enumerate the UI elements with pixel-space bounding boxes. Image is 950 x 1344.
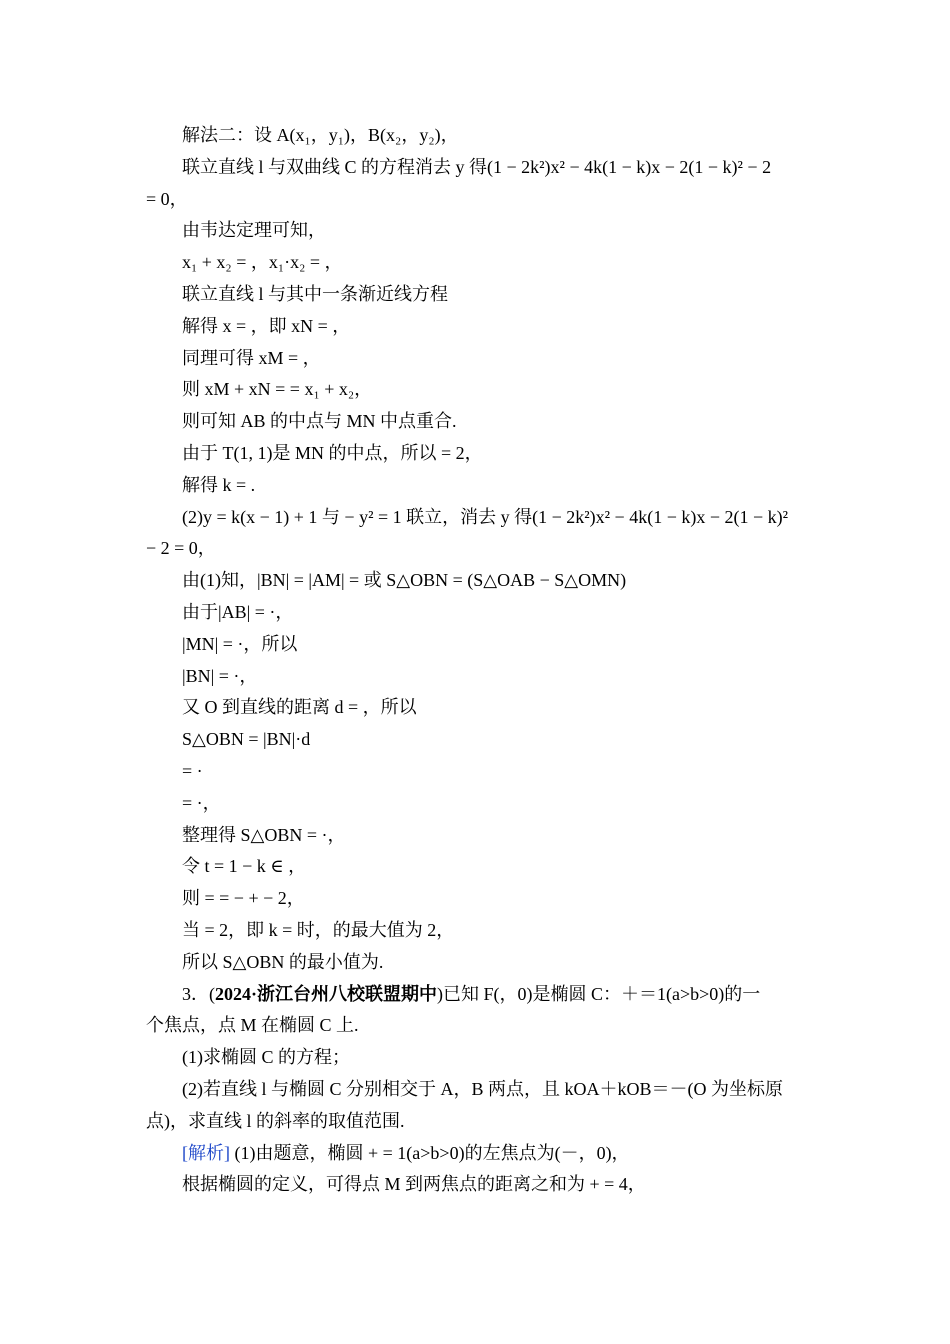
solution-line: 解得 k = . (182, 474, 256, 495)
problem-3-question-1: (1)求椭圆 C 的方程； (182, 1047, 350, 1068)
solution-line: (2)y = k(x − 1) + 1 与 − y² = 1 联立，消去 y 得(1 − 2k²)x² − 4k(1 − k)x − 2(1 − k)² (182, 506, 789, 527)
solution-line: 解法二：设 A(x₁，y₁)，B(x₂，y₂)， (182, 125, 459, 145)
solution-line: |MN| = ·，所以 (182, 633, 298, 654)
analysis-line-2: 根据椭圆的定义，可得点 M 到两焦点的距离之和为 + = 4， (182, 1174, 646, 1195)
solution-line: 又 O 到直线的距离 d = ，所以 (182, 697, 417, 718)
solution-line: |BN| = ·， (182, 665, 258, 686)
solution-line: 整理得 S△OBN = ·， (182, 824, 346, 845)
solution-line: 联立直线 l 与双曲线 C 的方程消去 y 得(1 − 2k²)x² − 4k(1 − k)x − 2(1 − k)² − 2 (182, 156, 772, 177)
solution-line: 同理可得 xM = ， (182, 347, 321, 368)
analysis-text: (1)由题意，椭圆 + = 1(a>b>0)的左焦点为(－，0)， (230, 1142, 630, 1163)
solution-line: 由韦达定理可知， (182, 220, 326, 241)
problem-3-line-1 (146, 979, 810, 1011)
solution-line: 由(1)知，|BN| = |AM| = 或 S△OBN = (S△OAB − S△OMN) (182, 570, 627, 591)
solution-line: 由于 T(1, 1)是 MN 的中点，所以 = 2， (182, 442, 483, 463)
problem-3-line-2: 个焦点，点 M 在椭圆 C 上. (146, 1015, 359, 1036)
solution-line: = ·， (182, 792, 221, 813)
solution-line: 当 = 2，即 k = 时，的最大值为 2， (182, 919, 455, 940)
solution-line: x₁ + x₂ = ，x₁·x₂ = ， (182, 252, 343, 273)
analysis-line-1 (146, 1138, 810, 1170)
solution-line: 所以 S△OBN 的最小值为. (182, 951, 384, 972)
solution-line: 则 xM + xN = = x₁ + x₂， (182, 379, 373, 400)
analysis-tag: [解析] (182, 1142, 230, 1163)
problem-3-question-2-line-2: 点)，求直线 l 的斜率的取值范围. (146, 1110, 405, 1131)
solution-line: S△OBN = |BN|·d (182, 729, 311, 750)
solution-line: 则可知 AB 的中点与 MN 中点重合. (182, 411, 457, 432)
problem-3-question-2-line-1: (2)若直线 l 与椭圆 C 分别相交于 A，B 两点，且 kOA＋kOB＝－(O 为坐标原 (182, 1078, 783, 1099)
solution-line: 令 t = 1 − k ∈ ， (182, 856, 307, 877)
solution-line: − 2 = 0， (146, 538, 216, 559)
problem-3-number: 3．( (182, 983, 215, 1004)
solution-line: = 0， (146, 188, 188, 209)
problem-3-statement: )已知 F(，0)是椭圆 C：＋＝1(a>b>0)的一 (437, 983, 761, 1004)
solution-line: 则 = = − + − 2， (182, 888, 305, 909)
solution-line: 解得 x = ，即 xN = ， (182, 315, 351, 336)
problem-3-source: 2024·浙江台州八校联盟期中 (215, 983, 438, 1004)
solution-lines (146, 120, 810, 979)
document-content (146, 120, 810, 1201)
solution-line: 联立直线 l 与其中一条渐近线方程 (182, 283, 448, 304)
solution-line: 由于|AB| = ·， (182, 601, 294, 622)
solution-line: = · (182, 760, 203, 781)
